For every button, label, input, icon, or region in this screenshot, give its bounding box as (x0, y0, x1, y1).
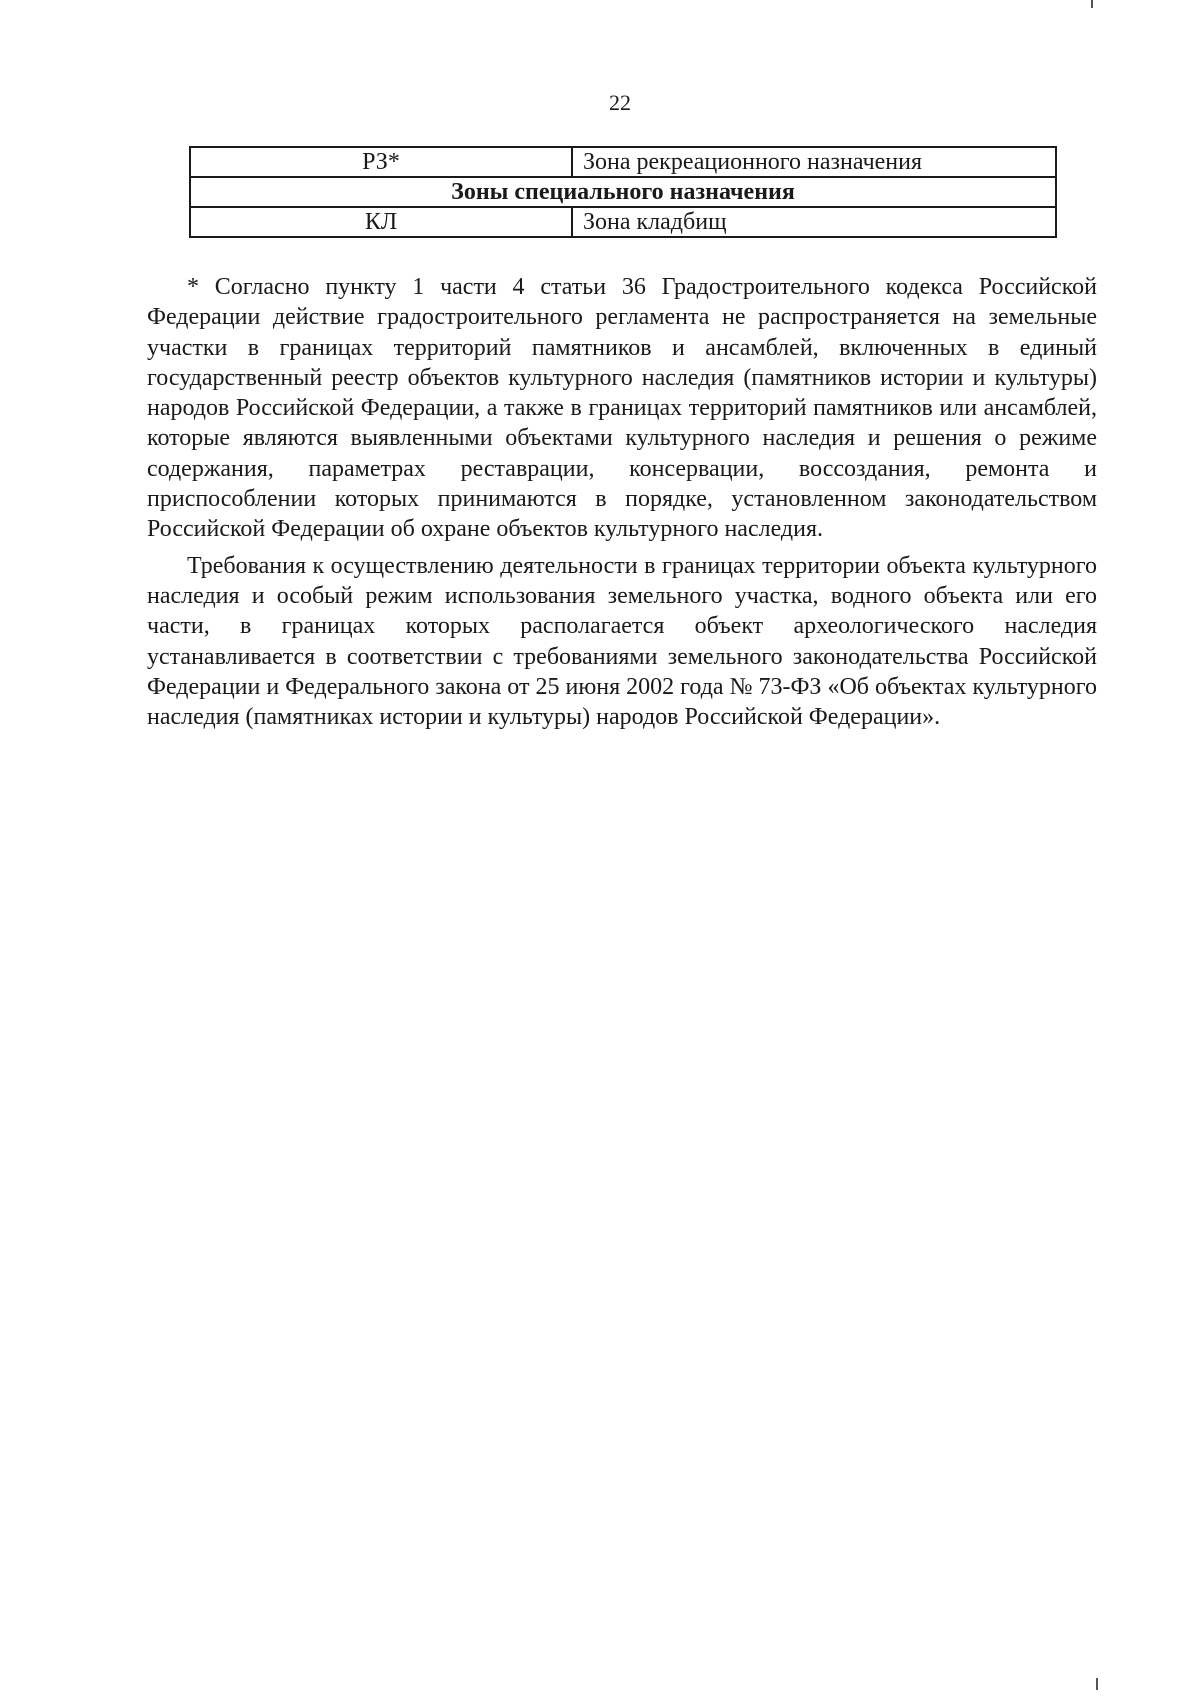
zone-name-cell: Зона кладбищ (572, 207, 1056, 237)
footnote-paragraph: * Согласно пункту 1 части 4 статьи 36 Градостроительного кодекса Российской Федерации действие градостроительного регламента не распространяется на земельные участки в границах территорий памятников и ансамблей, включенных в единый государственный реестр объектов культурного наследия (памятников истории и культуры) народов Российской Федерации, а также в границах территорий памятников или ансамблей, которые являются выявленными объектами культурного наследия и решения о режиме содержания, параметрах реставрации, консервации, воссоздания, ремонта и приспособлении которых принимаются в порядке, установленном законодательством Российской Федерации об охране объектов культурного наследия. (147, 274, 1097, 543)
table-row (190, 207, 1056, 237)
scan-edge-mark (1096, 1678, 1098, 1690)
zone-group-heading: Зоны специального назначения (190, 177, 1056, 207)
table-group-row (190, 177, 1056, 207)
zone-code-cell: КЛ (190, 207, 572, 237)
zone-code-cell: РЗ* (190, 147, 572, 177)
table-row (190, 147, 1056, 177)
body-text (147, 272, 1097, 732)
page-number: 22 (609, 90, 631, 115)
requirements-paragraph: Требования к осуществлению деятельности в границах территории объекта культурного наследия и особый режим использования земельного участка, водного объекта или его части, в границах которых располагается объект археологического наследия устанавливается в соответствии с требованиями земельного законодательства Российской Федерации и Федерального закона от 25 июня 2002 года № 73-ФЗ «Об объектах культурного наследия (памятниках истории и культуры) народов Российской Федерации». (147, 552, 1097, 731)
zones-table (189, 146, 1057, 238)
zone-name-cell: Зона рекреационного назначения (572, 147, 1056, 177)
scan-edge-mark (1091, 0, 1093, 8)
